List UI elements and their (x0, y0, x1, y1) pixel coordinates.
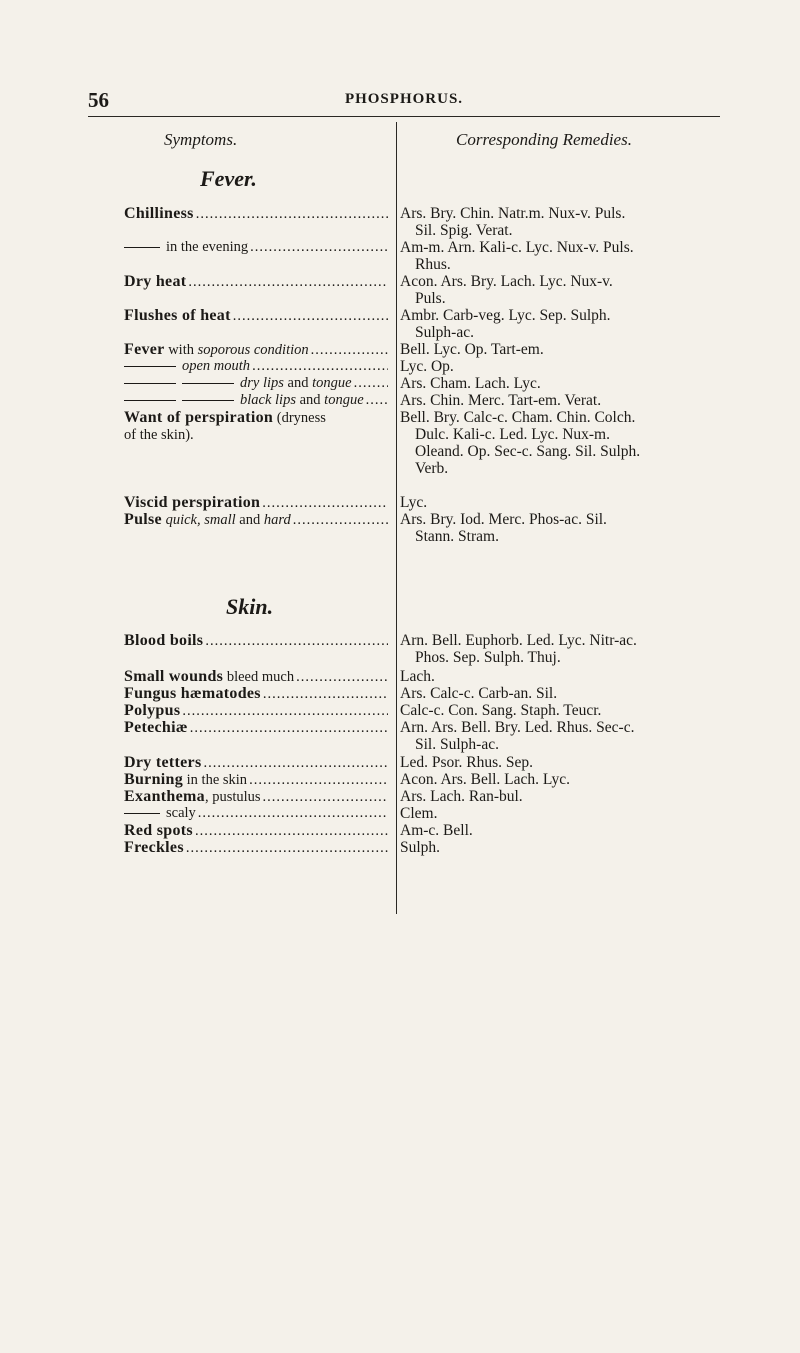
remedy-text-continued: Rhus. (415, 256, 451, 273)
remedy-text-continued: Phos. Sep. Sulph. Thuj. (415, 649, 561, 666)
remedy-text: Ars. Lach. Ran-bul. (400, 788, 523, 805)
ditto-dash (124, 400, 176, 401)
leader-dots (190, 720, 388, 737)
ditto-dash (124, 247, 160, 248)
remedy-entry (400, 392, 735, 409)
remedy-entry (400, 409, 735, 477)
symptom-term: Freckles (124, 839, 184, 856)
remedy-text-continued: Stann. Stram. (415, 528, 499, 545)
remedy-entry (400, 273, 735, 307)
symptom-entry (124, 668, 388, 686)
symptom-entry (124, 392, 388, 409)
symptom-text-continued: of the skin). (124, 427, 194, 443)
remedy-text: Ars. Chin. Merc. Tart-em. Verat. (400, 392, 602, 409)
ditto-dash (124, 383, 176, 384)
leader-dots (296, 669, 388, 686)
remedy-text: Arn. Ars. Bell. Bry. Led. Rhus. Sec-c. (400, 719, 635, 736)
remedy-entry (400, 307, 735, 341)
symptom-entry (124, 205, 388, 223)
symptom-text: scaly (166, 805, 196, 821)
remedy-text-continued: Verb. (415, 460, 449, 477)
symptom-term: Fever (124, 341, 165, 358)
remedy-text: Clem. (400, 805, 438, 822)
symptom-term: Exanthema (124, 788, 205, 805)
remedy-entry (400, 205, 735, 239)
ditto-dash (182, 383, 234, 384)
leader-dots (198, 805, 388, 822)
symptom-text: in the evening (166, 239, 249, 255)
remedy-text-continued: Sil. Spig. Verat. (415, 222, 513, 239)
running-head: PHOSPHORUS. (344, 91, 464, 107)
symptom-entry (124, 511, 388, 529)
symptom-entry (124, 239, 388, 256)
symptom-text: black lips (240, 392, 296, 408)
remedy-entry (400, 771, 735, 788)
remedy-entry (400, 632, 735, 666)
remedy-entry (400, 719, 735, 753)
remedy-text: Sulph. (400, 839, 441, 856)
symptom-term: Burning (124, 771, 184, 788)
remedy-text: Ars. Cham. Lach. Lyc. (400, 375, 541, 392)
remedy-text: Lach. (400, 668, 435, 685)
symptom-entry (124, 822, 388, 840)
symptoms-column-heading: Symptoms. (164, 130, 238, 149)
symptom-term: Dry heat (124, 273, 187, 290)
symptom-text: tongue (312, 375, 352, 391)
symptom-term: Chilliness (124, 205, 194, 222)
remedy-text: Ars. Bry. Iod. Merc. Phos-ac. Sil. (400, 511, 607, 528)
remedy-text: Acon. Ars. Bell. Lach. Lyc. (400, 771, 571, 788)
header-rule (88, 116, 720, 117)
remedy-text: Led. Psor. Rhus. Sep. (400, 754, 534, 771)
leader-dots (188, 274, 388, 291)
remedy-text-continued: Oleand. Op. Sec-c. Sang. Sil. Sulph. (415, 443, 641, 460)
remedy-text: Am-m. Arn. Kali-c. Lyc. Nux-v. Puls. (400, 239, 634, 256)
leader-dots (250, 239, 388, 256)
leader-dots (249, 772, 388, 789)
leader-dots (203, 755, 388, 772)
remedy-text-continued: Puls. (415, 290, 446, 307)
remedy-text: Calc-c. Con. Sang. Staph. Teucr. (400, 702, 602, 719)
leader-dots (233, 308, 388, 325)
remedy-entry (400, 358, 735, 375)
remedy-entry (400, 494, 735, 511)
symptom-entry (124, 273, 388, 291)
symptom-text: (dryness (273, 410, 326, 426)
symptom-entry (124, 685, 388, 703)
symptom-term: Petechiæ (124, 719, 188, 736)
symptom-text: dry lips (240, 375, 284, 391)
remedy-text: Arn. Bell. Euphorb. Led. Lyc. Nitr-ac. (400, 632, 637, 649)
symptom-text: , pustulus (204, 789, 261, 805)
leader-dots (182, 703, 388, 720)
remedy-text: Acon. Ars. Bry. Lach. Lyc. Nux-v. (400, 273, 613, 290)
remedy-entry (400, 341, 735, 358)
remedy-text: Ars. Calc-c. Carb-an. Sil. (400, 685, 558, 702)
column-divider (396, 122, 397, 914)
remedy-text: Am-c. Bell. (400, 822, 473, 839)
symptom-term: Fungus hæmatodes (124, 685, 261, 702)
symptom-entry (124, 805, 388, 822)
symptom-term: Flushes of heat (124, 307, 231, 324)
symptom-entry (124, 358, 388, 375)
symptom-entry (124, 702, 388, 720)
remedy-entry (400, 375, 735, 392)
symptom-term: Red spots (124, 822, 193, 839)
symptom-entry (124, 754, 388, 772)
ditto-dash (124, 366, 176, 367)
symptom-entry (124, 307, 388, 325)
symptom-entry (124, 341, 388, 359)
symptom-entry (124, 494, 388, 512)
remedy-text-continued: Sulph-ac. (415, 324, 474, 341)
symptom-text: hard (263, 512, 291, 528)
leader-dots (262, 495, 388, 512)
remedy-entry (400, 685, 735, 702)
leader-dots (354, 375, 388, 392)
remedy-text: Bell. Lyc. Op. Tart-em. (400, 341, 544, 358)
symptom-text: and (295, 392, 325, 408)
remedy-text: Bell. Bry. Calc-c. Cham. Chin. Colch. (400, 409, 636, 426)
symptom-text: and (235, 512, 264, 528)
remedy-text: Lyc. Op. (400, 358, 454, 375)
symptom-text: open mouth (182, 358, 251, 374)
symptom-entry (124, 719, 388, 737)
symptom-entry (124, 771, 388, 789)
leader-dots (263, 789, 388, 806)
symptom-entry (124, 409, 388, 444)
remedies-column-heading: Corresponding Remedies. (456, 130, 632, 149)
remedy-text-continued: Sil. Sulph-ac. (415, 736, 499, 753)
symptom-text: soporous condition (197, 342, 309, 358)
page-header (88, 88, 720, 118)
symptom-text: and (283, 375, 313, 391)
leader-dots (293, 512, 388, 529)
remedy-entry (400, 702, 735, 719)
remedy-text: Ambr. Carb-veg. Lyc. Sep. Sulph. (400, 307, 611, 324)
remedy-entry (400, 788, 735, 805)
symptom-text: in the skin (183, 772, 248, 788)
symptom-entry (124, 375, 388, 392)
leader-dots (196, 206, 388, 223)
leader-dots (252, 358, 388, 375)
remedy-entry (400, 511, 735, 545)
page-number: 56 (88, 88, 109, 112)
section-heading-fever: Fever. (200, 166, 257, 191)
remedy-entry (400, 239, 735, 273)
ditto-dash (182, 400, 234, 401)
leader-dots (263, 686, 388, 703)
remedy-entry (400, 822, 735, 839)
symptom-term: Dry tetters (124, 754, 202, 771)
leader-dots (311, 342, 388, 359)
symptom-term: Viscid perspiration (124, 494, 261, 511)
remedy-text: Ars. Bry. Chin. Natr.m. Nux-v. Puls. (400, 205, 626, 222)
symptom-term: Polypus (124, 702, 181, 719)
remedy-entry (400, 839, 735, 856)
remedy-text-continued: Dulc. Kali-c. Led. Lyc. Nux-m. (415, 426, 610, 443)
symptom-text: with (164, 342, 198, 358)
leader-dots (186, 840, 388, 857)
remedy-entry (400, 668, 735, 685)
symptom-term: Small wounds (124, 668, 224, 685)
symptom-term: Pulse (124, 511, 162, 528)
leader-dots (205, 633, 388, 650)
symptom-entry (124, 788, 388, 806)
symptom-text: tongue (324, 392, 364, 408)
symptom-entry (124, 632, 388, 650)
remedy-entry (400, 805, 735, 822)
leader-dots (195, 823, 388, 840)
remedy-text: Lyc. (400, 494, 428, 511)
symptom-term: Want of perspiration (124, 409, 274, 426)
remedy-entry (400, 754, 735, 771)
section-heading-skin: Skin. (226, 594, 274, 619)
ditto-dash (124, 813, 160, 814)
symptom-entry (124, 839, 388, 857)
symptom-term: Blood boils (124, 632, 204, 649)
symptom-text: bleed much (223, 669, 295, 685)
symptom-text: quick, small (165, 512, 236, 528)
leader-dots (366, 392, 388, 409)
